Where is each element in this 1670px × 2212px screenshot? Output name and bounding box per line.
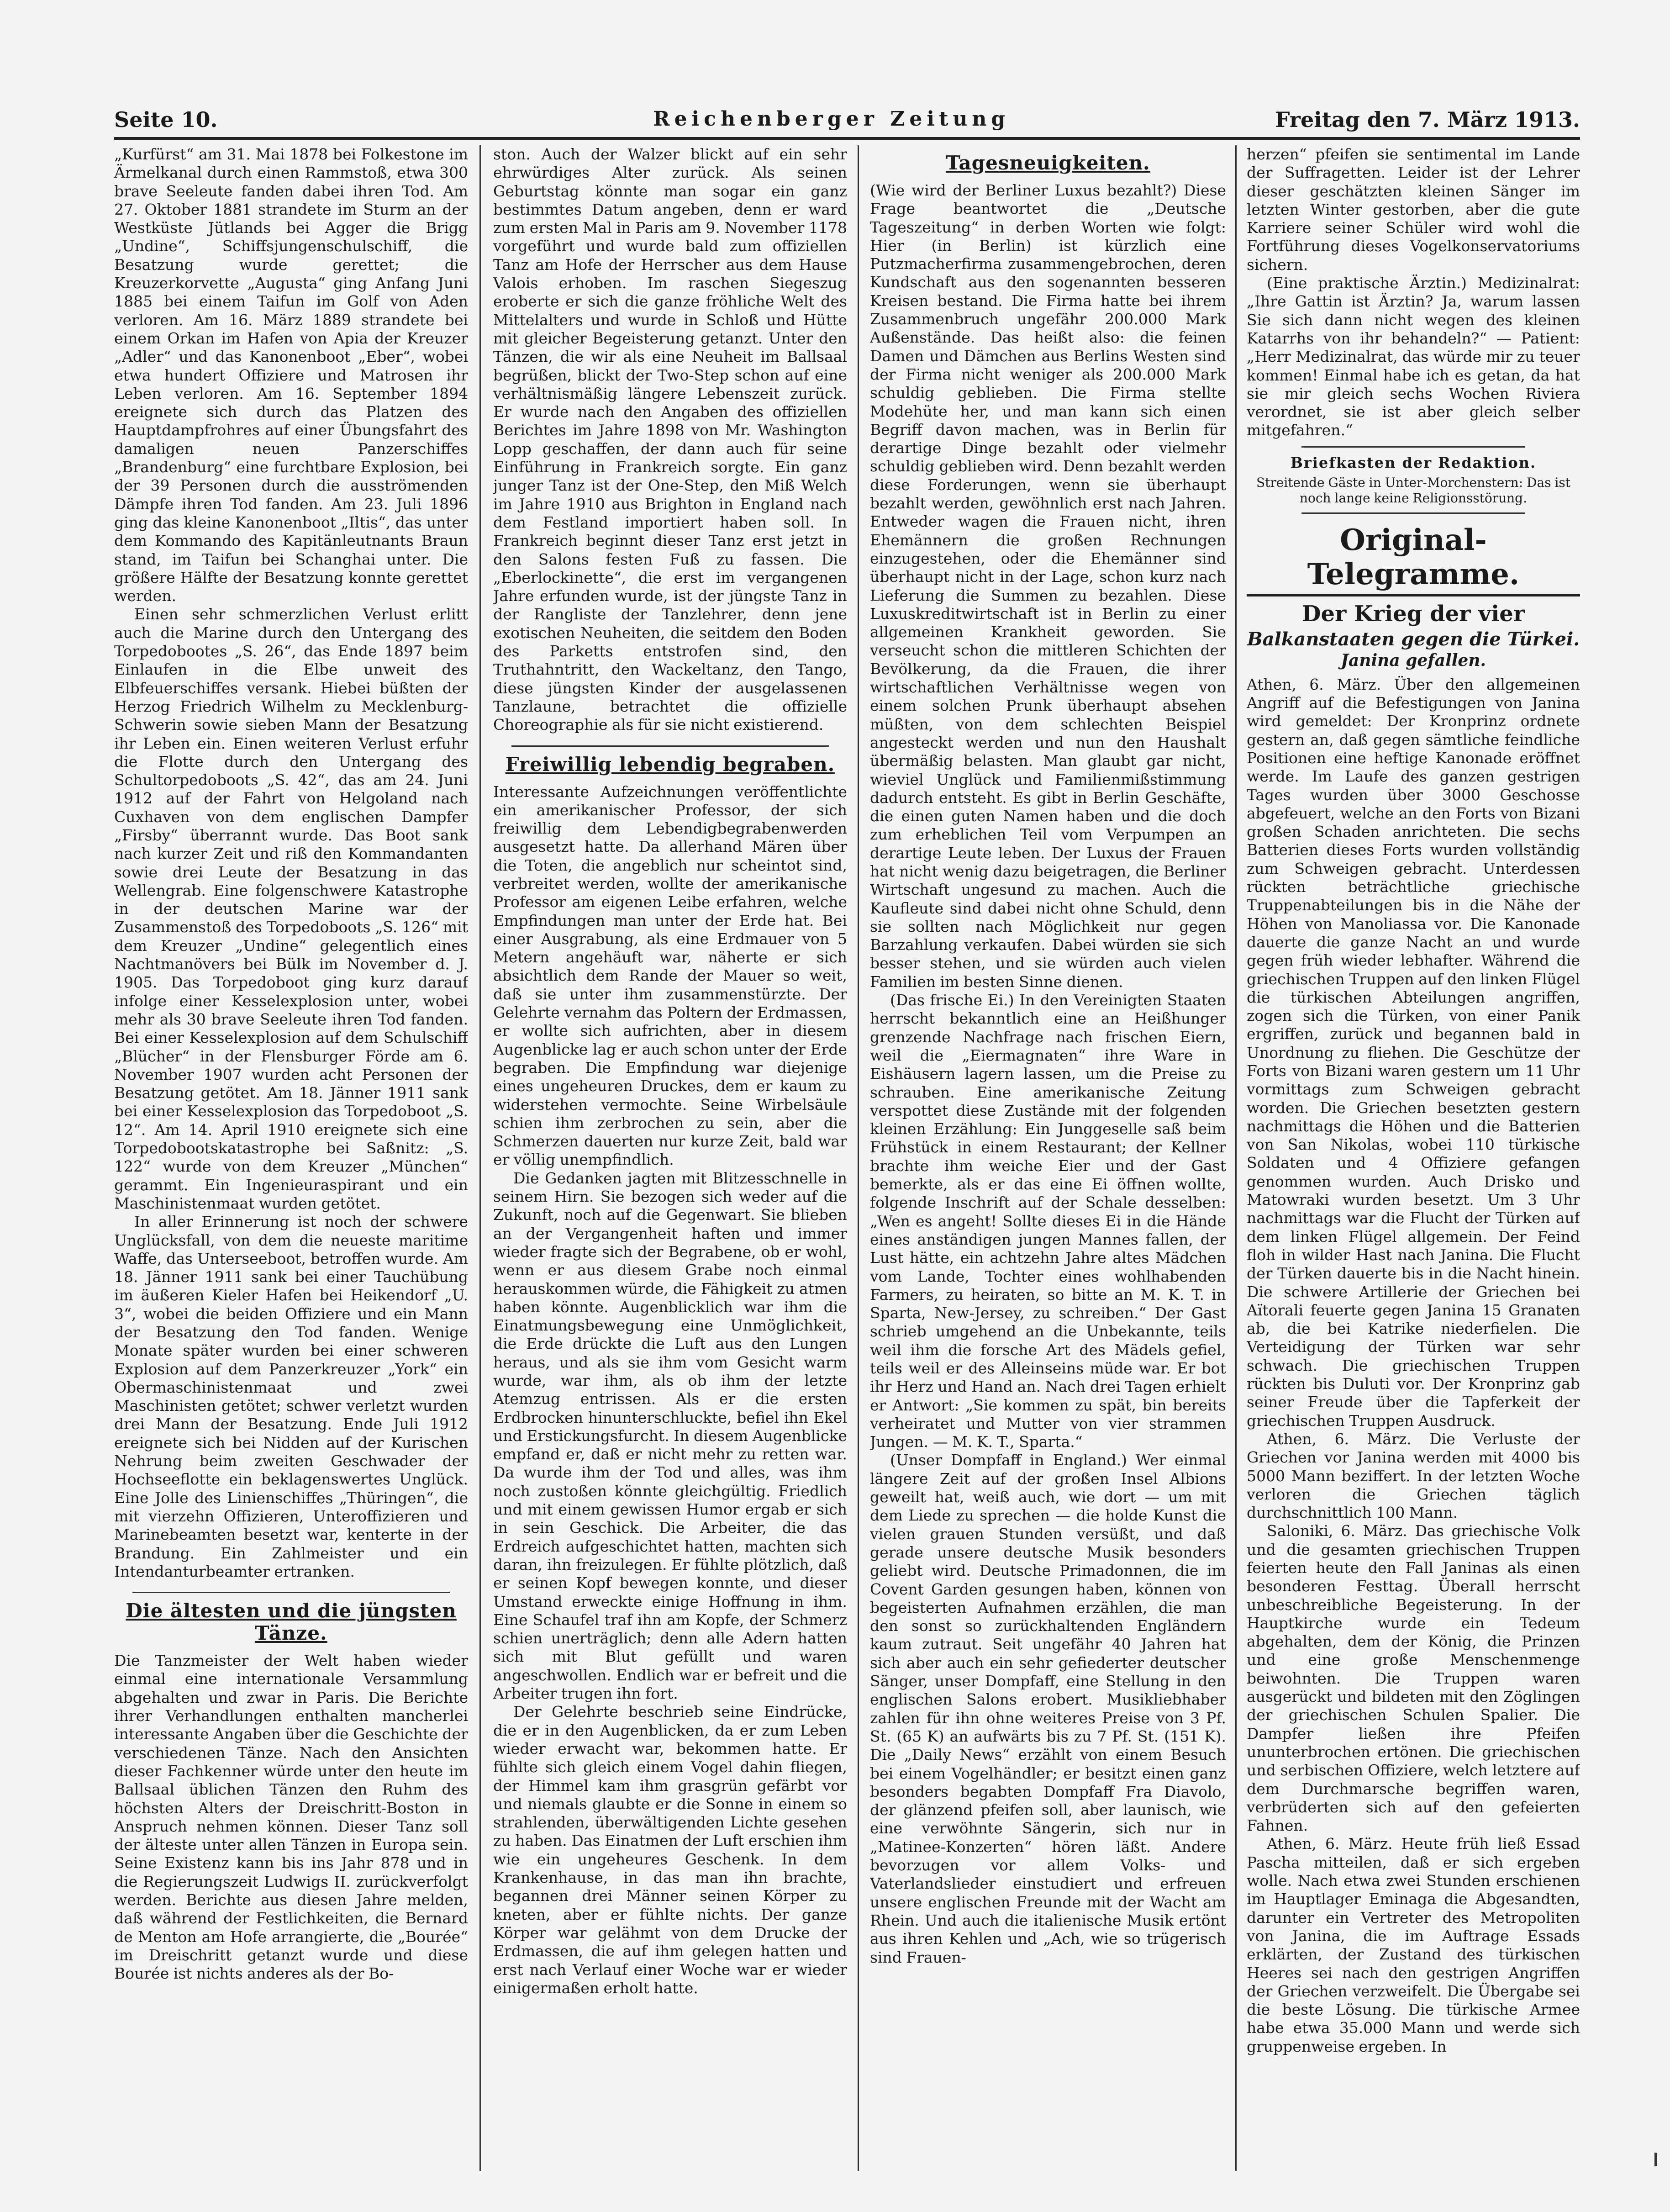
article-title-begraben: Freiwillig lebendig begraben.	[505, 753, 835, 776]
column-2	[493, 145, 847, 2180]
article-separator	[132, 1592, 450, 1593]
corner-mark	[1654, 2153, 1657, 2166]
telegram-paragraph: Saloniki, 6. März. Das griechische Volk und die gesamten griechischen Truppen feierten heute den Fall Janinas als einen besonderen Festtag. Überall herrscht unbeschreibliche Begeisterung. In der Hauptkirche wurde ein Tedeum abgehalten, dem der König, die Prinzen und eine große Menschenmenge beiwohnten. Die Truppen waren ausgerückt und bildeten mit den Zöglingen der griechischen Schulen Spalier. Die Dampfer ließen ihre Pfeifen ununterbrochen ertönen. Die griechischen und serbischen Offiziere, welch letztere auf dem Durchmarsche begriffen waren, verbrüderten sich auf den gefeierten Fahnen.	[1247, 1522, 1580, 1835]
war-title-line-3: Janina gefallen.	[1340, 650, 1486, 670]
section-title-tagesneuigkeiten: Tagesneuigkeiten.	[946, 152, 1150, 174]
briefkasten-text: Streitende Gäste in Unter-Morchenstern: Das ist noch lange keine Religionsstörung.	[1256, 475, 1571, 506]
column-divider	[1235, 145, 1237, 2171]
article-paragraph: „Kurfürst“ am 31. Mai 1878 bei Folkestone im Ärmelkanal durch einen Rammstoß, etwa 300 brave Seeleute fanden dabei ihren Tod. Am 27. Oktober 1881 strandete im Sturm an der Westküste Jütlands bei Agger die Brigg „Undine“, Schiffsjungenschulschiff, die Besatzung wurde gerettet; die Kreuzerkorvette „Augusta“ ging Anfang Juni 1885 bei einem Taifun im Golf von Aden verloren. Am 16. März 1889 strandete bei einem Orkan im Hafen von Apia der Kreuzer „Adler“ und das Kanonenboot „Eber“, wobei etwa hundert Offiziere und Matrosen ihr Leben verloren. Am 16. September 1894 ereignete sich durch das Platzen des Hauptdampfrohres auf einer Übungsfahrt des damaligen neuen Panzerschiffes „Brandenburg“ eine furchtbare Explosion, bei der 39 Personen durch die ausströmenden Dämpfe ihren Tod fanden. Am 23. Juli 1896 ging das kleine Kanonenboot „Iltis“, das unter dem Kommando des Kapitänleutnants Braun stand, im Taifun bei Schanghai unter. Die größere Hälfte der Besatzung konnte gerettet werden.	[114, 145, 468, 605]
telegram-paragraph: Athen, 6. März. Die Verluste der Griechen vor Janina werden mit 4000 bis 5000 Mann beziffert. In der letzten Woche verloren die Griechen täglich durchschnittlich 100 Mann.	[1247, 1430, 1580, 1522]
article-paragraph: (Wie wird der Berliner Luxus bezahlt?) Diese Frage beantwortet die „Deutsche Tageszeitung“ in derben Worten wie folgt: Hier (in Berlin) ist kürzlich eine Putzmacherfirma zusammengebrochen, deren Kundschaft aus den sogenannten besseren Kreisen bestand. Die Firma hatte bei ihrem Zusammenbruch ungefähr 200.000 Mark Außenstände. Das heißt also: die feinen Damen und Dämchen aus Berlins Westen sind der Firma nicht weniger als 200.000 Mark schuldig geblieben. Die Firma stellte Modehüte her, und man kann sich einen Begriff davon machen, was in Berlin für derartige Dinge bezahlt oder vielmehr schuldig geblieben wird. Denn bezahlt werden diese Forderungen, wenn sie überhaupt bezahlt werden, gewöhnlich erst nach Jahren. Entweder wagen die Frauen nicht, ihren Ehemännern die großen Rechnungen einzugestehen, oder die Ehemänner sind überhaupt nicht in der Lage, schon kurz nach Lieferung die Summen zu bezahlen. Diese Luxuskreditwirtschaft ist in Berlin zu einer allgemeinen Krankheit geworden. Sie verseucht schon die mittleren Schichten der Bevölkerung, da die Frauen, die ihrer wirtschaftlichen Verhältnisse wegen von einem solchen Prunk überhaupt absehen müßten, von dem schlechten Beispiel angesteckt werden und nun den Haushalt übermäßig belasten. Man glaubt gar nicht, wieviel Unglück und Familienmißstimmung dadurch entsteht. Es gibt in Berlin Geschäfte, die einen guten Namen haben und die doch zum erheblichen Teil vom Verpumpen an derartige Leute leben. Der Luxus der Frauen hat nicht wenig dazu beigetragen, die Berliner Wirtschaft ungesund zu machen. Auch die Kaufleute sind dabei nicht ohne Schuld, denn sie sollten nach Möglichkeit nur gegen Barzahlung verkaufen. Dabei würden sie sich besser stehen, und sie würden auch vielen Familien im besten Sinne dienen.	[870, 181, 1226, 991]
article-paragraph: (Das frische Ei.) In den Vereinigten Staaten herrscht bekanntlich eine an Heißhunger grenzende Nachfrage nach frischen Eiern, weil die „Eiermagnaten“ ihre Ware in Eishäusern lagern lassen, um die Preise zu schrauben. Eine amerikanische Zeitung verspottet diese Zustände mit der folgenden kleinen Erzählung: Ein Junggeselle saß beim Frühstück in einem Restaurant; der Kellner brachte ihm weiche Eier und der Gast bemerkte, als er das eine Ei öffnen wollte, folgende Inschrift auf der Schale desselben: „Wen es angeht! Sollte dieses Ei in die Hände eines anständigen jungen Mannes fallen, der Lust hätte, ein achtzehn Jahre altes Mädchen vom Lande, Tochter eines wohlhabenden Farmers, zu heiraten, so bitte an M. K. T. in Sparta, New-Jersey, zu schreiben.“ Der Gast schrieb umgehend an die Unbekannte, teils weil ihm die forsche Art des Mädels gefiel, teils weil er des Alleinseins müde war. Er bot ihr Herz und Hand an. Nach drei Tagen erhielt er Antwort: „Sie kommen zu spät, bin bereits verheiratet und Mutter von vier strammen Jungen. — M. K. T., Sparta.“	[870, 991, 1226, 1451]
article-paragraph: ston. Auch der Walzer blickt auf ein sehr ehrwürdiges Alter zurück. Als seinen Geburtstag könnte man sogar ein ganz bestimmtes Datum angeben, denn er ward zum ersten Mal in Paris am 9. November 1178 vorgeführt und wurde bald zum offiziellen Tanz am Hofe der Herrscher aus dem Hause Valois erhoben. Im raschen Siegeszug eroberte er sich die ganze fröhliche Welt des Mittelalters und wurde in Schloß und Hütte mit gleicher Begeisterung getanzt. Unter den Tänzen, die wir als eine Neuheit im Ballsaal begrüßen, blickt der Two-Step schon auf eine verhältnismäßig längere Lebenszeit zurück. Er wurde nach den Angaben des offiziellen Berichtes im Jahre 1898 von Mr. Washington Lopp geschaffen, der dann auch für seine Einführung in Frankreich sorgte. Ein ganz junger Tanz ist der One-Step, den Miß Welch im Jahre 1910 aus Brighton in England nach dem Festland importiert haben soll. In Frankreich beginnt dieser Tanz erst jetzt in den Salons festen Fuß zu fassen. Die „Eberlockinette“, die erst im vergangenen Jahre erfunden wurde, ist der jüngste Tanz in der Rangliste der Tanzlehrer, denn jene exotischen Neuheiten, die seitdem den Boden des Parketts entstrofen sind, den Truthahntritt, den Wackeltanz, den Tango, diese jüngsten Kinder der ausgelassenen Tanzlaune, betrachtet die offizielle Choreographie als für sie nicht existierend.	[493, 145, 847, 734]
article-paragraph: Einen sehr schmerzlichen Verlust erlitt auch die Marine durch den Untergang des Torpedobootes „S. 26“, das Ende 1897 beim Einlaufen in die Elbe unweit des Elbfeuerschiffes versank. Hiebei büßten der Herzog Friedrich Wilhelm zu Mecklenburg-Schwerin sowie sieben Mann der Besatzung ihr Leben ein. Einen weiteren Verlust erfuhr die Flotte durch den Untergang des Schultorpedoboots „S. 42“, das am 24. Juni 1912 auf der Fahrt von Helgoland nach Cuxhaven von dem englischen Dampfer „Firsby“ überrannt wurde. Das Boot sank nach kurzer Zeit und riß den Kommandanten sowie drei Leute der Besatzung in das Wellengrab. Eine folgenschwere Katastrophe in der deutschen Marine war der Zusammenstoß des Torpedoboots „S. 126“ mit dem Kreuzer „Undine“ gelegentlich eines Nachtmanövers bei Bülk im November d. J. 1905. Das Torpedoboot ging kurz darauf infolge einer Kesselexplosion unter, wobei mehr als 30 brave Seeleute ihren Tod fanden. Bei einer Kesselexplosion auf dem Schulschiff „Blücher“ in der Flensburger Förde am 6. November 1907 wurden acht Personen der Besatzung getötet. Am 18. Jänner 1911 sank bei einer Kesselexplosion das Torpedoboot „S. 12“. Am 14. April 1910 ereignete sich eine Torpedobootskatastrophe bei Saßnitz: „S. 122“ wurde von dem Kreuzer „München“ gerammt. Ein Ingenieuraspirant und ein Maschinistenmaat wurden getötet.	[114, 605, 468, 1212]
war-title-line-2: Balkanstaaten gegen die Türkei.	[1247, 628, 1580, 650]
column-divider	[858, 145, 859, 2171]
briefkasten-title: Briefkasten der Redaktion.	[1290, 454, 1537, 471]
article-paragraph: Interessante Aufzeichnungen veröffentlichte ein amerikanischer Professor, der sich freiwillig dem Lebendigbegrabenwerden ausgesetzt hatte. Da allerhand Mären über die Toten, die angeblich nur scheintot sind, verbreitet werden, wollte der amerikanische Professor am eigenen Leibe erfahren, welche Empfindungen man unter der Erde hat. Bei einer Ausgrabung, als eine Erdmauer von 5 Metern angehäuft war, näherte er sich absichtlich dem Rande der Mauer so weit, daß sie unter ihm zusammenstürzte. Der Gelehrte vernahm das Poltern der Erdmassen, er wollte sich aufrichten, aber in diesem Augenblicke lag er auch schon unter der Erde begraben. Die Empfindung war diejenige eines ungeheuren Druckes, dem er kaum zu widerstehen vermochte. Seine Wirbelsäule schien ihm zerbrochen zu sein, aber die Schmerzen dauerten nur kurze Zeit, bald war er völlig unempfindlich.	[493, 782, 847, 1169]
box-separator	[1301, 446, 1525, 448]
telegram-title: Original-Telegramme.	[1307, 523, 1520, 591]
page-number: Seite 10.	[114, 107, 218, 132]
article-paragraph: Die Gedanken jagten mit Blitzesschnelle in seinem Hirn. Sie bezogen sich weder auf die Zukunft, noch auf die Gegenwart. Sie blieben an der Vergangenheit haften und immer wieder fragte sich der Begrabene, ob er wohl, wenn er aus diesem Grabe noch einmal herauskommen würde, die Fähigkeit zu atmen haben könnte. Augenblicklich war ihm die Einatmungsbewegung eine Unmöglichkeit, die Erde drückte die Luft aus den Lungen heraus, und als sie ihm vom Gesicht warm wurde, war ihm, als ob ihm der letzte Atemzug entrissen. Als er die ersten Erdbrocken hinunterschluckte, befiel ihn Ekel und Erstickungsfurcht. In diesem Augenblicke empfand er, daß er nicht mehr zu retten war. Da wurde ihm der Tod und alles, was ihm noch zustoßen könnte gleichgültig. Friedlich und mit einem gewissen Humor ergab er sich in sein Geschick. Die Arbeiter, die das Erdreich aufgeschichtet hatten, machten sich daran, ihn freizulegen. Er fühlte plötzlich, daß er seinen Kopf bewegen konnte, und dieser Umstand erweckte einige Hoffnung in ihm. Eine Schaufel traf ihn am Kopfe, der Schmerz schien unerträglich; denn alle Adern hatten sich mit Blut gefüllt und waren angeschwollen. Endlich war er befreit und die Arbeiter trugen ihn fort.	[493, 1169, 847, 1703]
war-title-line-1: Der Krieg der vier	[1301, 601, 1525, 627]
page-header	[114, 107, 1580, 139]
article-paragraph: Die Tanzmeister der Welt haben wieder einmal eine internationale Versammlung abgehalten und zwar in Paris. Die Berichte ihrer Verhandlungen enthalten mancherlei interessante Angaben über die Geschichte der verschiedenen Tänze. Nach den Ansichten dieser Fachkenner würde unter den heute im Ballsaal üblichen Tänzen den Ruhm des höchsten Alters der Dreischritt-Boston in Anspruch nehmen können. Dieser Tanz soll der älteste unter allen Tänzen in Europa sein. Seine Existenz kann bis ins Jahr 878 und in die Regierungszeit Ludwigs II. zurückverfolgt werden. Berichte aus diesen Jahre melden, daß während der Festlichkeiten, die Bernard de Menton am Hofe arrangierte, die „Bourée“ im Dreischritt getanzt wurde und diese Bourée ist nichts anderes als der Bo-	[114, 1652, 468, 1983]
box-separator	[1301, 512, 1525, 514]
telegram-rule	[1247, 594, 1580, 597]
newspaper-name: Reichenberger Zeitung	[653, 107, 1010, 131]
article-paragraph: In aller Erinnerung ist noch der schwere Unglücksfall, von dem die neueste maritime Waffe, das Unterseeboot, betroffen wurde. Am 18. Jänner 1911 sank bei einer Tauchübung im äußeren Kieler Hafen bei Heikendorf „U. 3“, wobei die beiden Offiziere und ein Mann der Besatzung den Tod fanden. Wenige Monate später wurden bei einer schweren Explosion auf dem Panzerkreuzer „York“ ein Obermaschinistenmaat und zwei Maschinisten getötet; schwer verletzt wurden drei Mann der Besatzung. Ende Juli 1912 ereignete sich bei Nidden auf der Kurischen Nehrung beim zweiten Geschwader der Hochseeflotte ein beklagenswertes Unglück. Eine Jolle des Linienschiffes „Thüringen“, die mit vierzehn Offizieren, Unteroffizieren und Marinebeamten besetzt war, kenterte in der Brandung. Ein Zahlmeister und ein Intendanturbeamter ertranken.	[114, 1213, 468, 1580]
article-paragraph: (Eine praktische Ärztin.) Medizinalrat: „Ihre Gattin ist Ärztin? Ja, warum lassen Sie sich dann nicht wegen des kleinen Katarrhs von ihr behandeln?“ — Patient: „Herr Medizinalrat, das würde mir zu teuer kommen! Einmal habe ich es getan, da hat sie mir gleich sechs Wochen Riviera verordnet, sie ist aber gleich selber mitgefahren.“	[1247, 274, 1580, 439]
issue-date: Freitag den 7. März 1913.	[1275, 107, 1580, 132]
column-4	[1247, 145, 1580, 2180]
column-3	[870, 145, 1226, 2180]
article-separator	[511, 745, 829, 747]
article-paragraph: Der Gelehrte beschrieb seine Eindrücke, die er in den Augenblicken, da er zum Leben wieder erwacht war, bekommen hatte. Er fühlte sich gleich einem Vogel dahin fliegen, der Himmel kam ihm grasgrün gefärbt vor und niemals glaubte er die Sonne in einem so strahlenden, überwältigenden Lichte gesehen zu haben. Das Einatmen der Luft erschien ihm wie ein ungeheures Geschenk. In dem Krankenhause, in das man ihn brachte, begannen drei Männer seinen Körper zu kneten, aber er fühlte nichts. Der ganze Körper war gelähmt von dem Drucke der Erdmassen, die auf ihm gelegen hatten und erst nach Verlauf einer Woche war er wieder einigermaßen erholt hatte.	[493, 1703, 847, 1997]
article-paragraph: herzen“ pfeifen sie sentimental im Lande der Suffragetten. Leider ist der Lehrer dieser geschätzten kleinen Sänger im letzten Winter gestorben, aber die gute Karriere seiner Schüler wird wohl die Fortführung dieses Vogelkonservatoriums sichern.	[1247, 145, 1580, 274]
header-rule	[114, 137, 1580, 140]
telegram-paragraph: Athen, 6. März. Heute früh ließ Essad Pascha mitteilen, daß er sich ergeben wolle. Nach etwa zwei Stunden erschienen im Hauptlager Eminaga die Abgesandten, darunter ein Vertreter des Metropoliten von Janina, die im Auftrage Essads erklärten, der Zustand des türkischen Heeres sei nach den gestrigen Angriffen der Griechen verzweifelt. Die Übergabe sei die beste Lösung. Die türkische Armee habe etwa 35.000 Mann und werde sich gruppenweise ergeben. In	[1247, 1835, 1580, 2055]
article-paragraph: (Unser Dompfaff in England.) Wer einmal längere Zeit auf der großen Insel Albions geweilt hat, weiß auch, wie dort — um mit dem Liede zu sprechen — die holde Kunst die vielen grauen Stunden versüßt, und daß gerade unsere deutsche Musik besonders geliebt wird. Deutsche Primadonnen, die im Covent Garden gesungen haben, können von begeisterten Aufnahmen erzählen, die man den sonst so zurückhaltenden Engländern kaum zutraut. Seit ungefähr 40 Jahren hat sich aber auch ein sehr gefiederter deutscher Sänger, unser Dompfaff, eine Stellung in den englischen Salons erobert. Musikliebhaber zahlen für ihn ohne weiteres Preise von 3 Pf. St. (65 K) an aufwärts bis zu 7 Pf. St. (151 K). Die „Daily News“ erzählt von einem Besuch bei einem Vogelhändler; er besitzt einen ganz besonders begabten Dompfaff Fra Diavolo, der glänzend pfeifen soll, aber launisch, wie eine verwöhnte Sängerin, sich nur in „Matinee-Konzerten“ hören läßt. Andere bevorzugen vor allem Volks- und Vaterlandslieder einstudiert und erfreuen unsere englischen Freunde mit der Wacht am Rhein. Und auch die italienische Musik ertönt aus ihren Kehlen und „Ach, wie so trügerisch sind Frauen-	[870, 1451, 1226, 1966]
article-title-taenze: Die ältesten und die jüngsten Tänze.	[126, 1600, 457, 1645]
column-divider	[479, 145, 481, 2171]
column-1	[114, 145, 468, 2180]
telegram-paragraph: Athen, 6. März. Über den allgemeinen Angriff auf die Befestigungen von Janina wird gemeldet: Der Kronprinz ordnete gestern an, daß gegen sämtliche feindliche Positionen eine heftige Kanonade eröffnet werde. Im Laufe des ganzen gestrigen Tages wurden über 3000 Geschosse abgefeuert, welche an den Forts von Bizani großen Schaden anrichteten. Die sechs Batterien dieses Forts wurden vollständig zum Schweigen gebracht. Unterdessen rückten beträchtliche griechische Truppenabteilungen bis in die Nähe der Höhen von Manoliassa vor. Die Kanonade dauerte die ganze Nacht an und wurde gegen früh wieder lebhafter. Während die griechischen Truppen auf den linken Flügel die türkischen Abteilungen angriffen, zogen sich die Türken, von einer Panik ergriffen, zurück und begannen bald in Unordnung zu fliehen. Die Geschütze der Forts von Bizani waren gestern um 11 Uhr vormittags zum Schweigen gebracht worden. Die Griechen besetzten gestern nachmittags die Höhen und die Batterien von San Nikolas, wobei 110 türkische Soldaten und 4 Offiziere gefangen genommen wurden. Auch Drisko und Matowraki wurden besetzt. Um 3 Uhr nachmittags war die Flucht der Türken auf dem linken Flügel allgemein. Der Feind floh in wilder Hast nach Janina. Die Flucht der Türken dauerte bis in die Nacht hinein. Die schwere Artillerie der Griechen bei Aïtorali feuerte gegen Janina 15 Granaten ab, die bei Katrike niederfielen. Die Verteidigung der Türken war sehr schwach. Die griechischen Truppen rückten bis Duluti vor. Der Kronprinz gab seiner Freude über die Tapferkeit der griechischen Truppen Ausdruck.	[1247, 675, 1580, 1430]
